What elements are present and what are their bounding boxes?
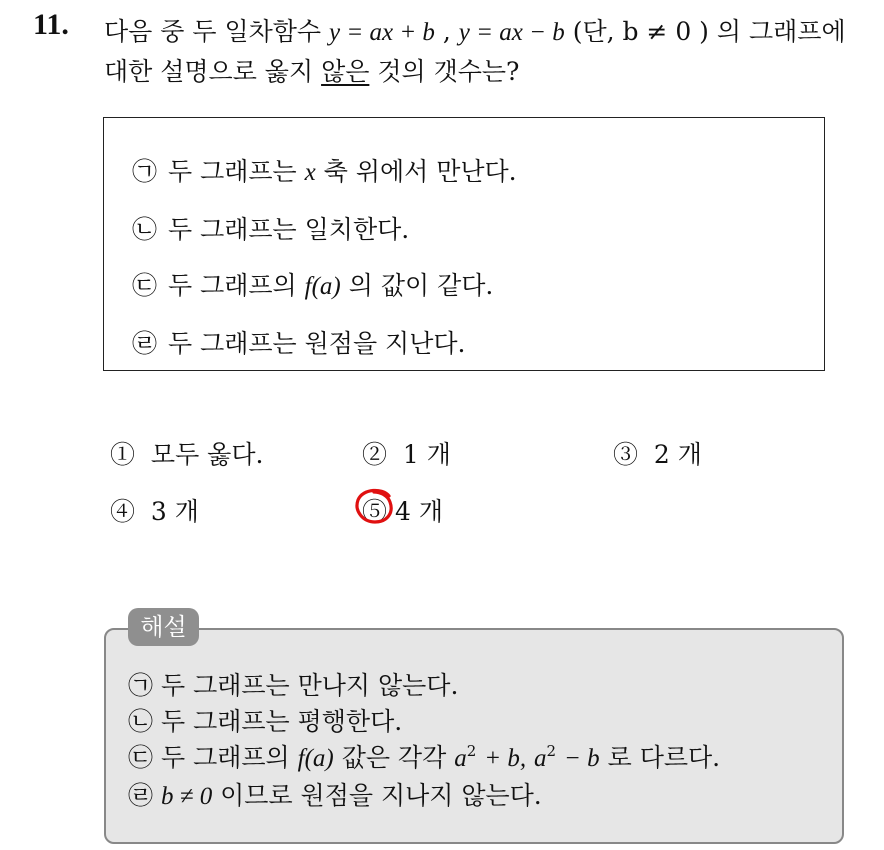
variable: x — [304, 159, 316, 186]
question-number: 11. — [33, 8, 69, 41]
solution-line-4 — [128, 776, 542, 812]
statement-text: 축 위에서 만난다. — [323, 157, 517, 186]
equation-2: y = ax − b — [458, 19, 565, 46]
solution-text: 이므로 원점을 지나지 않는다. — [220, 781, 542, 810]
solution-box — [104, 628, 844, 844]
exponent: 2 — [546, 742, 557, 760]
underlined-word: 않은 — [321, 57, 370, 86]
statement-symbol: ㉢ — [132, 271, 158, 300]
statement-symbol: ㉣ — [132, 329, 158, 358]
statement-4 — [132, 324, 465, 360]
choice-label: 2 개 — [653, 440, 702, 469]
function-expression: f(a) — [304, 273, 341, 300]
statement-symbol: ㉠ — [132, 157, 158, 186]
choice-number: ① — [110, 440, 136, 469]
solution-text: 값은 각각 — [341, 743, 447, 772]
solution-symbol: ㉠ — [128, 671, 154, 700]
statement-text: 의 값이 같다. — [348, 271, 494, 300]
statement-3 — [132, 266, 493, 302]
choice-number: ⑤ — [362, 497, 388, 526]
question-text: 의 그래프에 — [716, 17, 846, 46]
solution-line-1 — [128, 666, 458, 702]
statement-box — [103, 117, 825, 371]
separator: , — [442, 17, 451, 46]
solution-symbol: ㉣ — [128, 781, 154, 810]
statement-text: 두 그래프는 일치한다. — [168, 215, 410, 244]
solution-text: 두 그래프는 평행한다. — [160, 707, 403, 736]
choice-1[interactable] — [110, 435, 263, 471]
solution-text: 두 그래프는 만나지 않는다. — [160, 671, 459, 700]
question-text: 대한 설명으로 옳지 — [104, 57, 314, 86]
statement-2 — [132, 210, 409, 246]
expression-a: a — [534, 745, 547, 772]
condition: (단, b ≠ 0 ) — [572, 17, 709, 46]
expression-rest: + b, — [484, 745, 527, 772]
choice-label: 모두 옳다. — [150, 440, 264, 469]
choice-number: ② — [362, 440, 388, 469]
solution-line-3 — [128, 738, 720, 774]
equation-1: y = ax + b — [329, 19, 435, 46]
solution-tab-label: 해설 — [128, 608, 199, 646]
expression-a: a — [454, 745, 467, 772]
exponent: 2 — [466, 742, 477, 760]
solution-text: 두 그래프의 — [160, 743, 290, 772]
choice-label: 3 개 — [150, 497, 199, 526]
choice-number: ③ — [613, 440, 639, 469]
choice-2[interactable] — [362, 435, 451, 471]
solution-line-2 — [128, 702, 402, 738]
function-expression: f(a) — [297, 745, 334, 772]
question-text: 것의 갯수는? — [377, 57, 520, 86]
solution-symbol: ㉢ — [128, 743, 154, 772]
choice-number: ④ — [110, 497, 136, 526]
statement-symbol: ㉡ — [132, 215, 158, 244]
statement-text: 두 그래프는 원점을 지난다. — [168, 329, 466, 358]
question-text: 다음 중 두 일차함수 — [104, 17, 322, 46]
question-line-2 — [104, 52, 519, 88]
answer-circle-mark — [353, 487, 397, 525]
statement-text: 두 그래프는 — [168, 157, 297, 186]
statement-1 — [132, 152, 517, 188]
choice-label: 4 개 — [394, 497, 443, 526]
choice-3[interactable] — [613, 435, 702, 471]
solution-text: 로 다르다. — [607, 743, 721, 772]
question-line-1 — [104, 12, 846, 48]
expression-rest: − b — [564, 745, 600, 772]
choice-label: 1 개 — [402, 440, 451, 469]
math-condition: b ≠ 0 — [160, 783, 213, 810]
solution-symbol: ㉡ — [128, 707, 154, 736]
choice-4[interactable] — [110, 492, 199, 528]
statement-text: 두 그래프의 — [168, 271, 297, 300]
